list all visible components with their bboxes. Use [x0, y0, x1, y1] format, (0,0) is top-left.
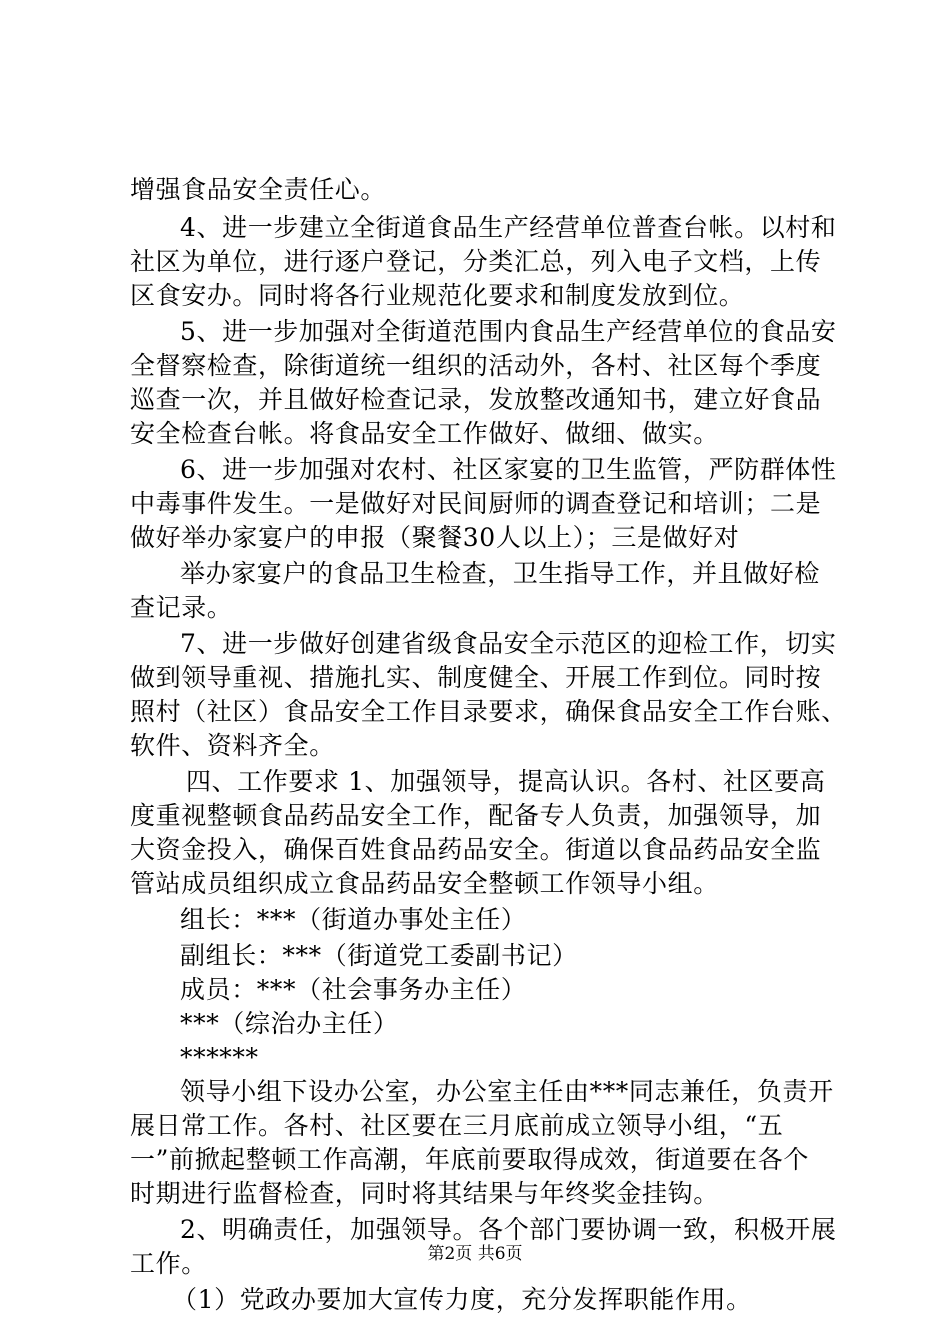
text-line-22: 组长：***（街道办事处主任） [180, 905, 527, 934]
text-line-30: 时期进行监督检查，同时将其结果与年终奖金挂钩。 [130, 1179, 719, 1208]
text-line-23: 副组长：***（街道党工委副书记） [180, 941, 578, 970]
text-line-24: 成员：***（社会事务办主任） [180, 975, 527, 1004]
text-line-7: 巡查一次，并且做好检查记录，发放整改通知书，建立好食品 [130, 385, 822, 414]
text-line-9: 6、进一步加强对农村、社区家宴的卫生监管，严防群体性 [180, 455, 837, 484]
text-line-10: 中毒事件发生。一是做好对民间厨师的调查登记和培训；二是 [130, 489, 822, 518]
text-line-17: 软件、资料齐全。 [130, 731, 335, 760]
text-line-33: （1）党政办要加大宣传力度，充分发挥职能作用。 [172, 1285, 752, 1314]
text-line-5: 5、进一步加强对全街道范围内食品生产经营单位的食品安 [180, 317, 837, 346]
text-line-6: 全督察检查，除街道统一组织的活动外，各村、社区每个季度 [130, 351, 822, 380]
text-line-12: 举办家宴户的食品卫生检查，卫生指导工作，并且做好检 [180, 559, 821, 588]
text-line-20: 大资金投入，确保百姓食品药品安全。街道以食品药品安全监 [130, 835, 822, 864]
text-line-28: 展日常工作。各村、社区要在三月底前成立领导小组，“五 [130, 1111, 784, 1140]
text-line-32: 工作。 [130, 1249, 207, 1278]
text-line-16: 照村（社区）食品安全工作目录要求，确保食品安全工作台账、 [130, 697, 847, 726]
text-line-8: 安全检查台帐。将食品安全工作做好、做细、做实。 [130, 419, 719, 448]
page-number-footer: 第2页 共6页 [427, 1244, 523, 1264]
text-line-31: 2、明确责任，加强领导。各个部门要协调一致，积极开展 [180, 1215, 837, 1244]
text-line-18: 四、工作要求 1、加强领导，提高认识。各村、社区要高 [186, 767, 826, 796]
text-line-4: 区食安办。同时将各行业规范化要求和制度发放到位。 [130, 281, 745, 310]
text-line-27: 领导小组下设办公室，办公室主任由***同志兼任，负责开 [180, 1077, 834, 1106]
text-line-29: 一”前掀起整顿工作高潮，年底前要取得成效，街道要在各个 [130, 1145, 809, 1174]
text-line-3: 社区为单位，进行逐户登记，分类汇总，列入电子文档，上传 [130, 247, 822, 276]
text-line-15: 做到领导重视、措施扎实、制度健全、开展工作到位。同时按 [130, 663, 822, 692]
text-line-19: 度重视整顿食品药品安全工作，配备专人负责，加强领导，加 [130, 801, 822, 830]
text-line-26: ****** [180, 1043, 259, 1072]
text-line-11: 做好举办家宴户的申报（聚餐30人以上）；三是做好对 [130, 523, 740, 552]
text-line-13: 查记录。 [130, 593, 233, 622]
text-line-21: 管站成员组织成立食品药品安全整顿工作领导小组。 [130, 869, 719, 898]
text-line-25: ***（综治办主任） [180, 1009, 399, 1038]
text-line-14: 7、进一步做好创建省级食品安全示范区的迎检工作，切实 [180, 629, 837, 658]
text-line-2: 4、进一步建立全街道食品生产经营单位普查台帐。以村和 [180, 213, 837, 242]
text-line-1: 增强食品安全责任心。 [130, 175, 387, 204]
